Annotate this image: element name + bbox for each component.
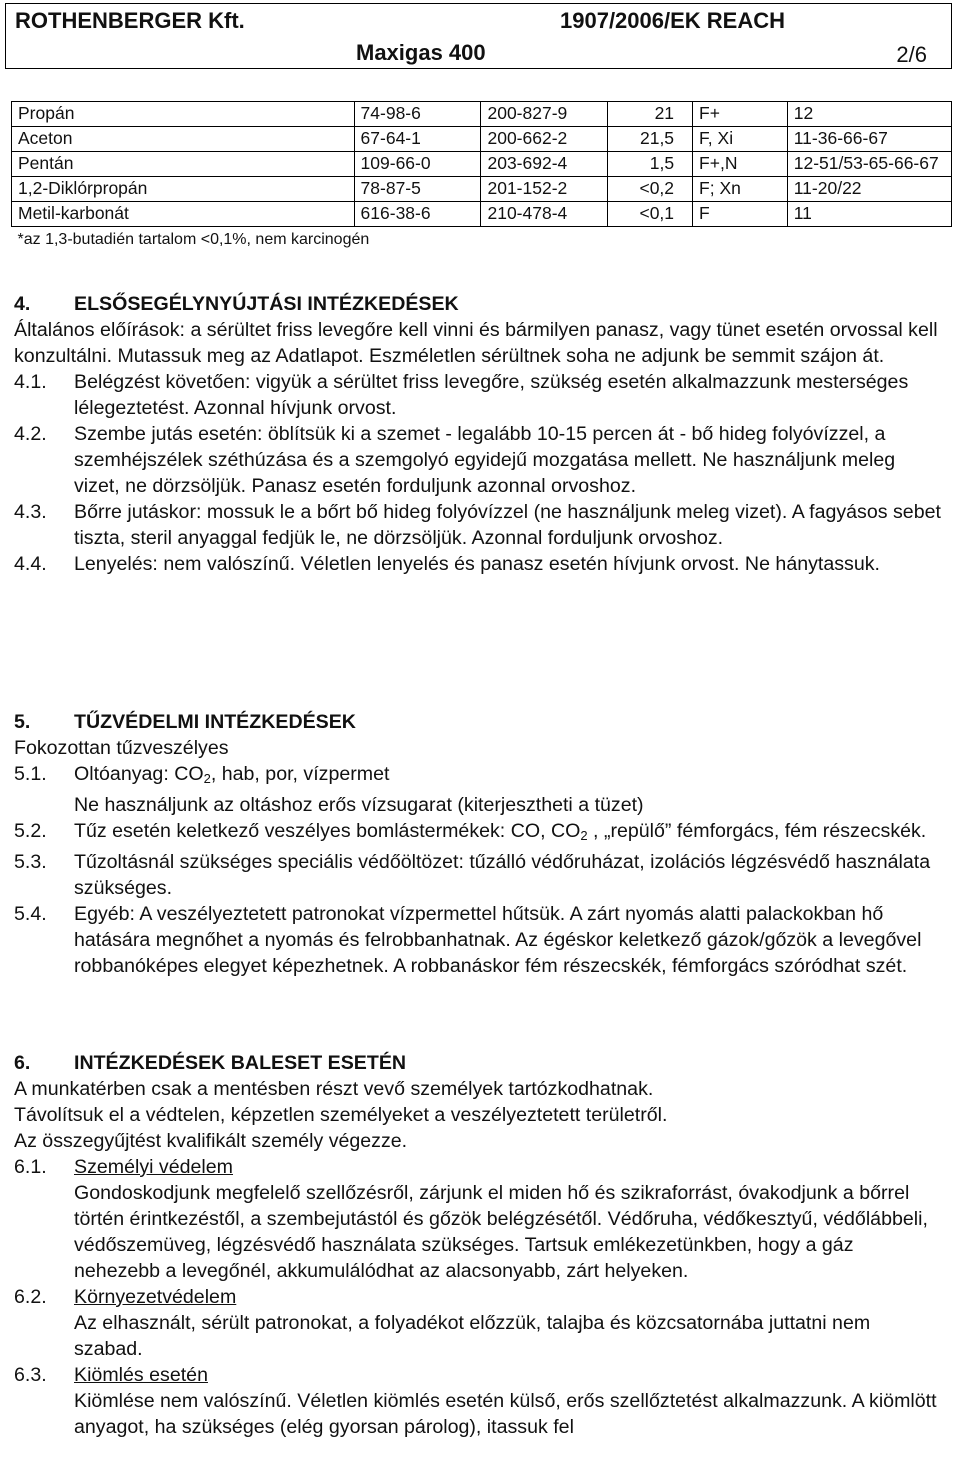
item-title: Kiömlés esetén [74, 1364, 208, 1386]
list-item [14, 818, 944, 849]
list-item [14, 551, 944, 577]
subscript: 2 [580, 828, 588, 843]
section-intro: Általános előírások: a sérültet friss levegőre kell vinni és bármilyen panasz, vagy tünet esetén orvossal kell konzultálni. Mutassuk meg az Adatlapot. Eszméletlen sérültnek soha ne adjunk be semmit szájon át. [14, 319, 938, 367]
list-item [14, 761, 944, 818]
section-6 [14, 1050, 944, 1440]
item-text [74, 761, 944, 818]
item-number: 4.4. [14, 553, 47, 575]
list-item [14, 1284, 944, 1310]
table-note: *az 1,3-butadién tartalom <0,1%, nem karcinogén [12, 227, 952, 255]
ec-number: 200-827-9 [481, 102, 608, 127]
decomposition-text-rest: , „repülő” fémforgács, fém részecskék. [587, 820, 927, 842]
item-text: Tűzoltásnál szükséges speciális védőöltözet: tűzálló védőruházat, izolációs légzésvédő használata szükséges. [74, 851, 931, 899]
cas-number: 74-98-6 [354, 102, 481, 127]
hazard-symbol: F, Xi [693, 127, 788, 152]
section-4 [14, 291, 944, 577]
section-title: INTÉZKEDÉSEK BALESET ESETÉN [74, 1052, 407, 1074]
table-row [12, 102, 952, 127]
item-text: Az elhasznált, sérült patronokat, a folyadékot előzzük, talajba és közcsatornába juttatni nem szabad. [74, 1312, 871, 1360]
concentration: 21 [608, 102, 693, 127]
component-name: Propán [12, 102, 355, 127]
section-5 [14, 709, 944, 979]
extinguisher-text: Oltóanyag: CO [74, 763, 204, 785]
hazard-symbol: F; Xn [693, 177, 788, 202]
item-text: Bőrre jutáskor: mossuk le a bőrt bő hideg folyóvízzel (ne használjunk meleg vizet). A fagyásos sebet tiszta, steril anyaggal fedjük le, ne dörzsöljük. Azonnal forduljunk orvoshoz. [74, 501, 941, 549]
r-phrases: 11-36-66-67 [787, 127, 951, 152]
subscript: 2 [203, 771, 211, 786]
extinguisher-warning: Ne használjunk az oltáshoz erős vízsugarat (kiterjesztheti a tüzet) [74, 794, 644, 816]
r-phrases: 12-51/53-65-66-67 [787, 152, 951, 177]
regulation-label: 1907/2006/EK REACH [560, 8, 786, 33]
table-row [12, 177, 952, 202]
r-phrases: 11-20/22 [787, 177, 951, 202]
component-name: 1,2-Diklórpropán [12, 177, 355, 202]
list-item [14, 849, 944, 901]
cas-number: 78-87-5 [354, 177, 481, 202]
ec-number: 203-692-4 [481, 152, 608, 177]
list-item [14, 901, 944, 979]
item-text: Lenyelés: nem valószínű. Véletlen lenyelés és panasz esetén hívjunk orvost. Ne hánytassuk. [74, 553, 880, 575]
item-title: Környezetvédelem [74, 1286, 237, 1308]
cas-number: 109-66-0 [354, 152, 481, 177]
extinguisher-text-rest: , hab, por, vízpermet [210, 763, 390, 785]
ec-number: 200-662-2 [481, 127, 608, 152]
ec-number: 210-478-4 [481, 202, 608, 227]
section-heading [14, 1050, 944, 1076]
concentration: <0,1 [608, 202, 693, 227]
component-name: Pentán [12, 152, 355, 177]
table-row [12, 202, 952, 227]
list-item [14, 369, 944, 421]
cas-number: 67-64-1 [354, 127, 481, 152]
company-name: ROTHENBERGER Kft. [15, 8, 245, 33]
section-intro: Fokozottan tűzveszélyes [14, 737, 229, 759]
document-header [5, 3, 952, 69]
section-title: TŰZVÉDELMI INTÉZKEDÉSEK [74, 711, 356, 733]
list-item [14, 1154, 944, 1180]
r-phrases: 11 [787, 202, 951, 227]
item-number: 5.2. [14, 820, 47, 842]
product-name: Maxigas 400 [356, 40, 486, 65]
component-name: Aceton [12, 127, 355, 152]
item-text: Egyéb: A veszélyeztetett patronokat vízpermettel hűtsük. A zárt nyomás alatti palackokban hő hatására megnőhet a nyomás és felrobbanhatnak. Az égéskor keletkező gázok/gőzök a levegővel robbanóképes elegyet képezhetnek. A robbanáskor fém részecskék, fémforgács szóródhat szét. [74, 903, 922, 977]
ec-number: 201-152-2 [481, 177, 608, 202]
item-number: 5.1. [14, 763, 47, 785]
concentration: 1,5 [608, 152, 693, 177]
item-text: Szembe jutás esetén: öblítsük ki a szemet - legalább 10-15 percen át - bő hideg folyóvízzel, a szemhéjszélek széthúzása és a szemgolyó egyidejű mozgatása mellett. Ne használjunk meleg vizet, ne dörzsöljük. Panasz esetén forduljunk azonnal orvoshoz. [74, 423, 896, 497]
section-intro: A munkatérben csak a mentésben részt vevő személyek tartózkodhatnak. [14, 1078, 654, 1100]
cas-number: 616-38-6 [354, 202, 481, 227]
item-title: Személyi védelem [74, 1156, 233, 1178]
section-intro: Távolítsuk el a védtelen, képzetlen személyeket a veszélyeztetett területről. [14, 1104, 668, 1126]
item-number: 4.2. [14, 423, 47, 445]
list-item [14, 421, 944, 499]
section-number: 5. [14, 711, 31, 733]
section-title: ELSŐSEGÉLYNYÚJTÁSI INTÉZKEDÉSEK [74, 293, 459, 315]
page-number: 2/6 [896, 42, 927, 67]
hazard-symbol: F+ [693, 102, 788, 127]
table-note-row [12, 227, 952, 255]
item-number: 6.2. [14, 1286, 47, 1308]
item-number: 4.3. [14, 501, 47, 523]
concentration: <0,2 [608, 177, 693, 202]
section-heading [14, 709, 944, 735]
r-phrases: 12 [787, 102, 951, 127]
table-row [12, 127, 952, 152]
item-text: Gondoskodjunk megfelelő szellőzésről, zárjunk el miden hő és szikraforrást, óvakodjunk a bőrrel történ érintkezéstől, a szembejutástól és gőzök belégzésétől. Védőruha, védőkesztyű, védőlábbeli, védőszemüveg, légzésvédő használata szükséges. Tartsuk emlékezetünkben, hogy a gáz nehezebb a levegőnél, akkumulálódhat az alacsonyabb, zárt helyeken. [74, 1182, 928, 1282]
item-text: Belégzést követően: vigyük a sérültet friss levegőre, szükség esetén alkalmazzunk mesterséges lélegeztetést. Azonnal hívjunk orvost. [74, 371, 909, 419]
item-text [74, 818, 944, 849]
item-number: 5.3. [14, 851, 47, 873]
item-number: 5.4. [14, 903, 47, 925]
section-heading [14, 291, 944, 317]
section-intro: Az összegyűjtést kvalifikált személy végezze. [14, 1130, 408, 1152]
component-name: Metil-karbonát [12, 202, 355, 227]
concentration: 21,5 [608, 127, 693, 152]
item-number: 6.3. [14, 1364, 47, 1386]
table-row [12, 152, 952, 177]
decomposition-text: Tűz esetén keletkező veszélyes bomlástermékek: CO, CO [74, 820, 581, 842]
components-table [11, 101, 952, 254]
item-number: 4.1. [14, 371, 47, 393]
list-item [14, 499, 944, 551]
section-number: 4. [14, 293, 31, 315]
section-number: 6. [14, 1052, 31, 1074]
hazard-symbol: F [693, 202, 788, 227]
hazard-symbol: F+,N [693, 152, 788, 177]
list-item [14, 1362, 944, 1388]
item-text: Kiömlése nem valószínű. Véletlen kiömlés esetén külső, erős szellőztetést alkalmazzunk. A kiömlött anyagot, ha szükséges (elég gyorsan párolog), itassuk fel [74, 1390, 937, 1438]
item-number: 6.1. [14, 1156, 47, 1178]
